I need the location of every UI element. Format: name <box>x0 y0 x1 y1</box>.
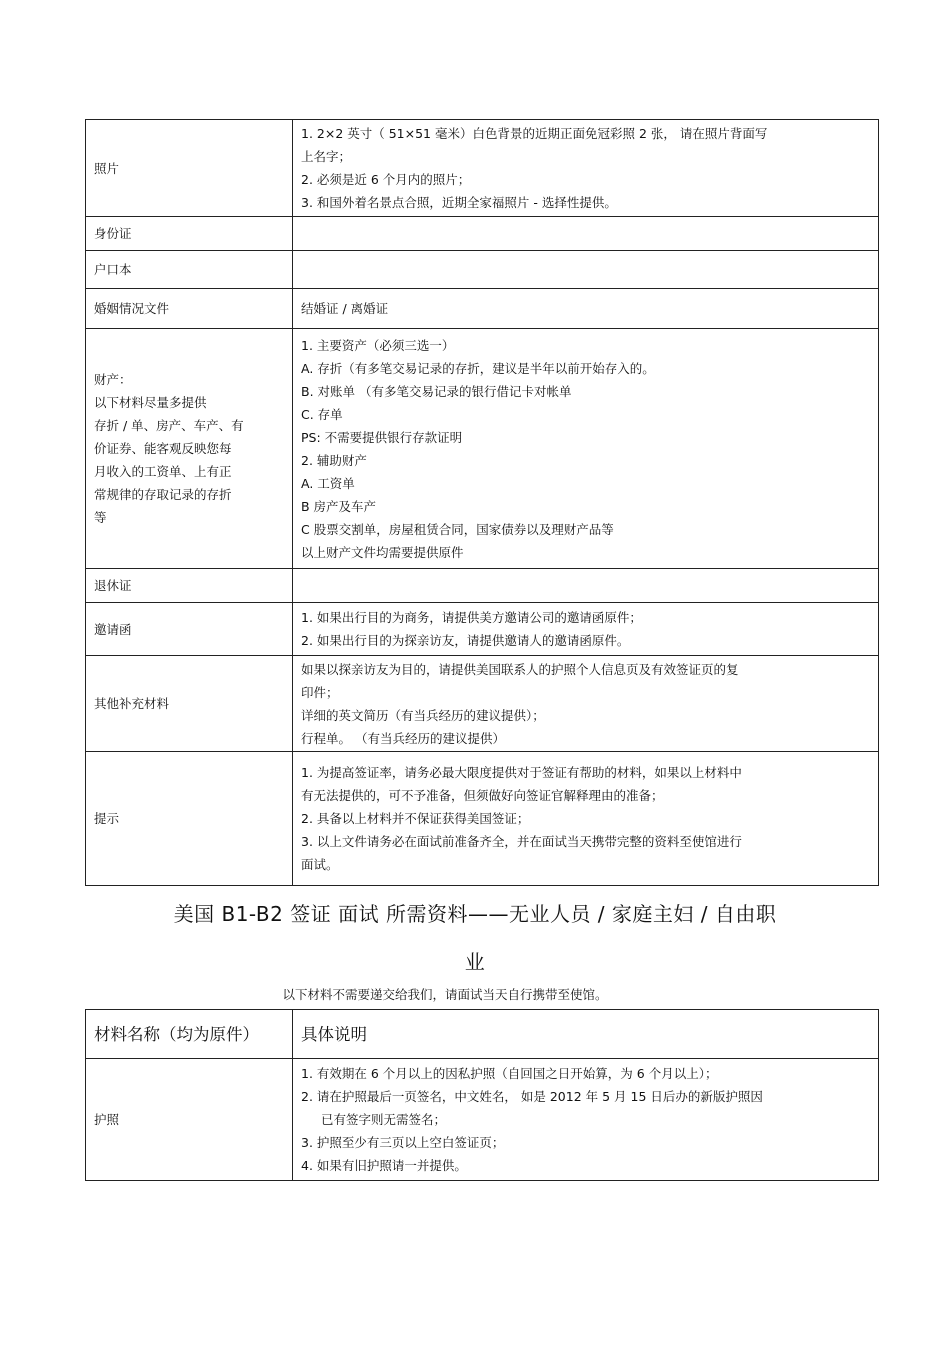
header-details: 具体说明 <box>293 1010 879 1059</box>
requirements-table <box>85 119 879 886</box>
table-row <box>86 329 879 569</box>
content-line: 结婚证 / 离婚证 <box>301 301 389 316</box>
label-line: 提示 <box>94 811 120 826</box>
content-line: 1. 主要资产（必须三选一） <box>301 337 455 353</box>
row-content <box>293 603 879 656</box>
content-line: 3. 和国外着名景点合照，近期全家福照片 - 选择性提供。 <box>301 195 617 210</box>
row-content <box>293 569 879 603</box>
row-label <box>86 569 293 603</box>
passport-requirements-table <box>85 1009 879 1181</box>
table-row <box>86 656 879 752</box>
label-line: 退休证 <box>94 578 132 593</box>
row-label <box>86 120 293 217</box>
label-line: 月收入的工资单、上有正 <box>94 464 232 479</box>
row-content <box>293 329 879 569</box>
content-line: B 房产及车产 <box>301 498 377 514</box>
content-line: 面试。 <box>301 857 339 872</box>
row-label <box>86 603 293 656</box>
row-label <box>86 1059 293 1181</box>
content-line: 3. 护照至少有三页以上空白签证页； <box>301 1135 505 1150</box>
row-label <box>86 251 293 289</box>
section-title-continued: 业 <box>464 950 486 974</box>
content-line: 1. 如果出行目的为商务，请提供美方邀请公司的邀请函原件； <box>301 610 642 625</box>
content-line: 详细的英文简历（有当兵经历的建议提供）； <box>301 707 545 723</box>
table-row <box>86 217 879 251</box>
content-line: 2. 具备以上材料并不保证获得美国签证； <box>301 811 530 826</box>
section-title: 美国 B1-B2 签证 面试 所需资料——无业人员 / 家庭主妇 / 自由职 <box>173 902 777 926</box>
content-line: PS: 不需要提供银行存款证明 <box>301 429 463 445</box>
content-line: 1. 为提高签证率，请务必最大限度提供对于签证有帮助的材料，如果以上材料中 <box>301 765 742 780</box>
content-line: A. 工资单 <box>301 475 355 491</box>
content-line: 如果以探亲访友为目的，请提供美国联系人的护照个人信息页及有效签证页的复 <box>301 661 739 677</box>
label-line: 身份证 <box>94 226 132 241</box>
header-material-name: 材料名称（均为原件） <box>86 1010 293 1059</box>
content-line: 2. 辅助财产 <box>301 452 367 468</box>
content-line: C 股票交割单，房屋租赁合同，国家债券以及理财产品等 <box>301 521 614 537</box>
content-line: 上名字； <box>301 149 352 164</box>
content-line: 有无法提供的，可不予准备，但须做好向签证官解释理由的准备； <box>301 788 664 803</box>
content-line: 1. 2×2 英寸（ 51×51 毫米）白色背景的近期正面免冠彩照 2 张， 请在照片背面写 <box>301 126 768 141</box>
row-content <box>293 752 879 886</box>
label-line: 财产： <box>94 372 132 387</box>
table-row <box>86 752 879 886</box>
table-row <box>86 120 879 217</box>
row-label <box>86 217 293 251</box>
content-line: 2. 必须是近 6 个月内的照片； <box>301 172 471 187</box>
content-line: 行程单。 （有当兵经历的建议提供） <box>301 730 505 746</box>
table-row <box>86 251 879 289</box>
content-line: 4. 如果有旧护照请一并提供。 <box>301 1158 467 1173</box>
label-line: 以下材料尽量多提供 <box>94 395 207 410</box>
content-line: 2. 如果出行目的为探亲访友，请提供邀请人的邀请函原件。 <box>301 633 630 648</box>
row-content <box>293 656 879 752</box>
label-line: 婚姻情况文件 <box>94 301 170 316</box>
label-line: 价证券、能客观反映您每 <box>94 441 232 456</box>
row-content <box>293 251 879 289</box>
row-label <box>86 329 293 569</box>
label-line: 存折 / 单、房产、车产、有 <box>94 418 244 433</box>
content-line: 以上财产文件均需要提供原件 <box>301 544 464 560</box>
row-content <box>293 1059 879 1181</box>
content-line: 印件； <box>301 684 339 700</box>
content-line: C. 存单 <box>301 406 343 422</box>
row-content <box>293 217 879 251</box>
content-line: 3. 以上文件请务必在面试前准备齐全，并在面试当天携带完整的资料至使馆进行 <box>301 834 742 849</box>
label-line: 常规律的存取记录的存折 <box>94 487 232 502</box>
label-line: 户口本 <box>94 262 132 277</box>
row-content <box>293 120 879 217</box>
label-line: 照片 <box>94 160 120 176</box>
row-label <box>86 656 293 752</box>
content-line: 1. 有效期在 6 个月以上的因私护照（自回国之日开始算，为 6 个月以上）； <box>301 1066 718 1081</box>
row-content <box>293 289 879 329</box>
label-line: 等 <box>94 510 107 525</box>
table-row <box>86 289 879 329</box>
label-line: 邀请函 <box>94 621 132 637</box>
label-line: 其他补充材料 <box>94 696 170 711</box>
table-header-row <box>86 1010 879 1059</box>
content-line: B. 对账单 （有多笔交易记录的银行借记卡对帐单 <box>301 383 572 399</box>
content-line: 2. 请在护照最后一页签名，中文姓名， 如是 2012 年 5 月 15 日后办的新版护照因 <box>301 1089 763 1104</box>
row-label <box>86 289 293 329</box>
content-line: 已有签字则无需签名； <box>321 1112 447 1127</box>
table-row <box>86 1059 879 1181</box>
label-line: 护照 <box>94 1112 120 1127</box>
table-row <box>86 569 879 603</box>
table-row <box>86 603 879 656</box>
row-label <box>86 752 293 886</box>
section-note: 以下材料不需要递交给我们，请面试当天自行携带至使馆。 <box>282 987 608 1002</box>
content-line: A. 存折（有多笔交易记录的存折，建议是半年以前开始存入的。 <box>301 360 655 376</box>
